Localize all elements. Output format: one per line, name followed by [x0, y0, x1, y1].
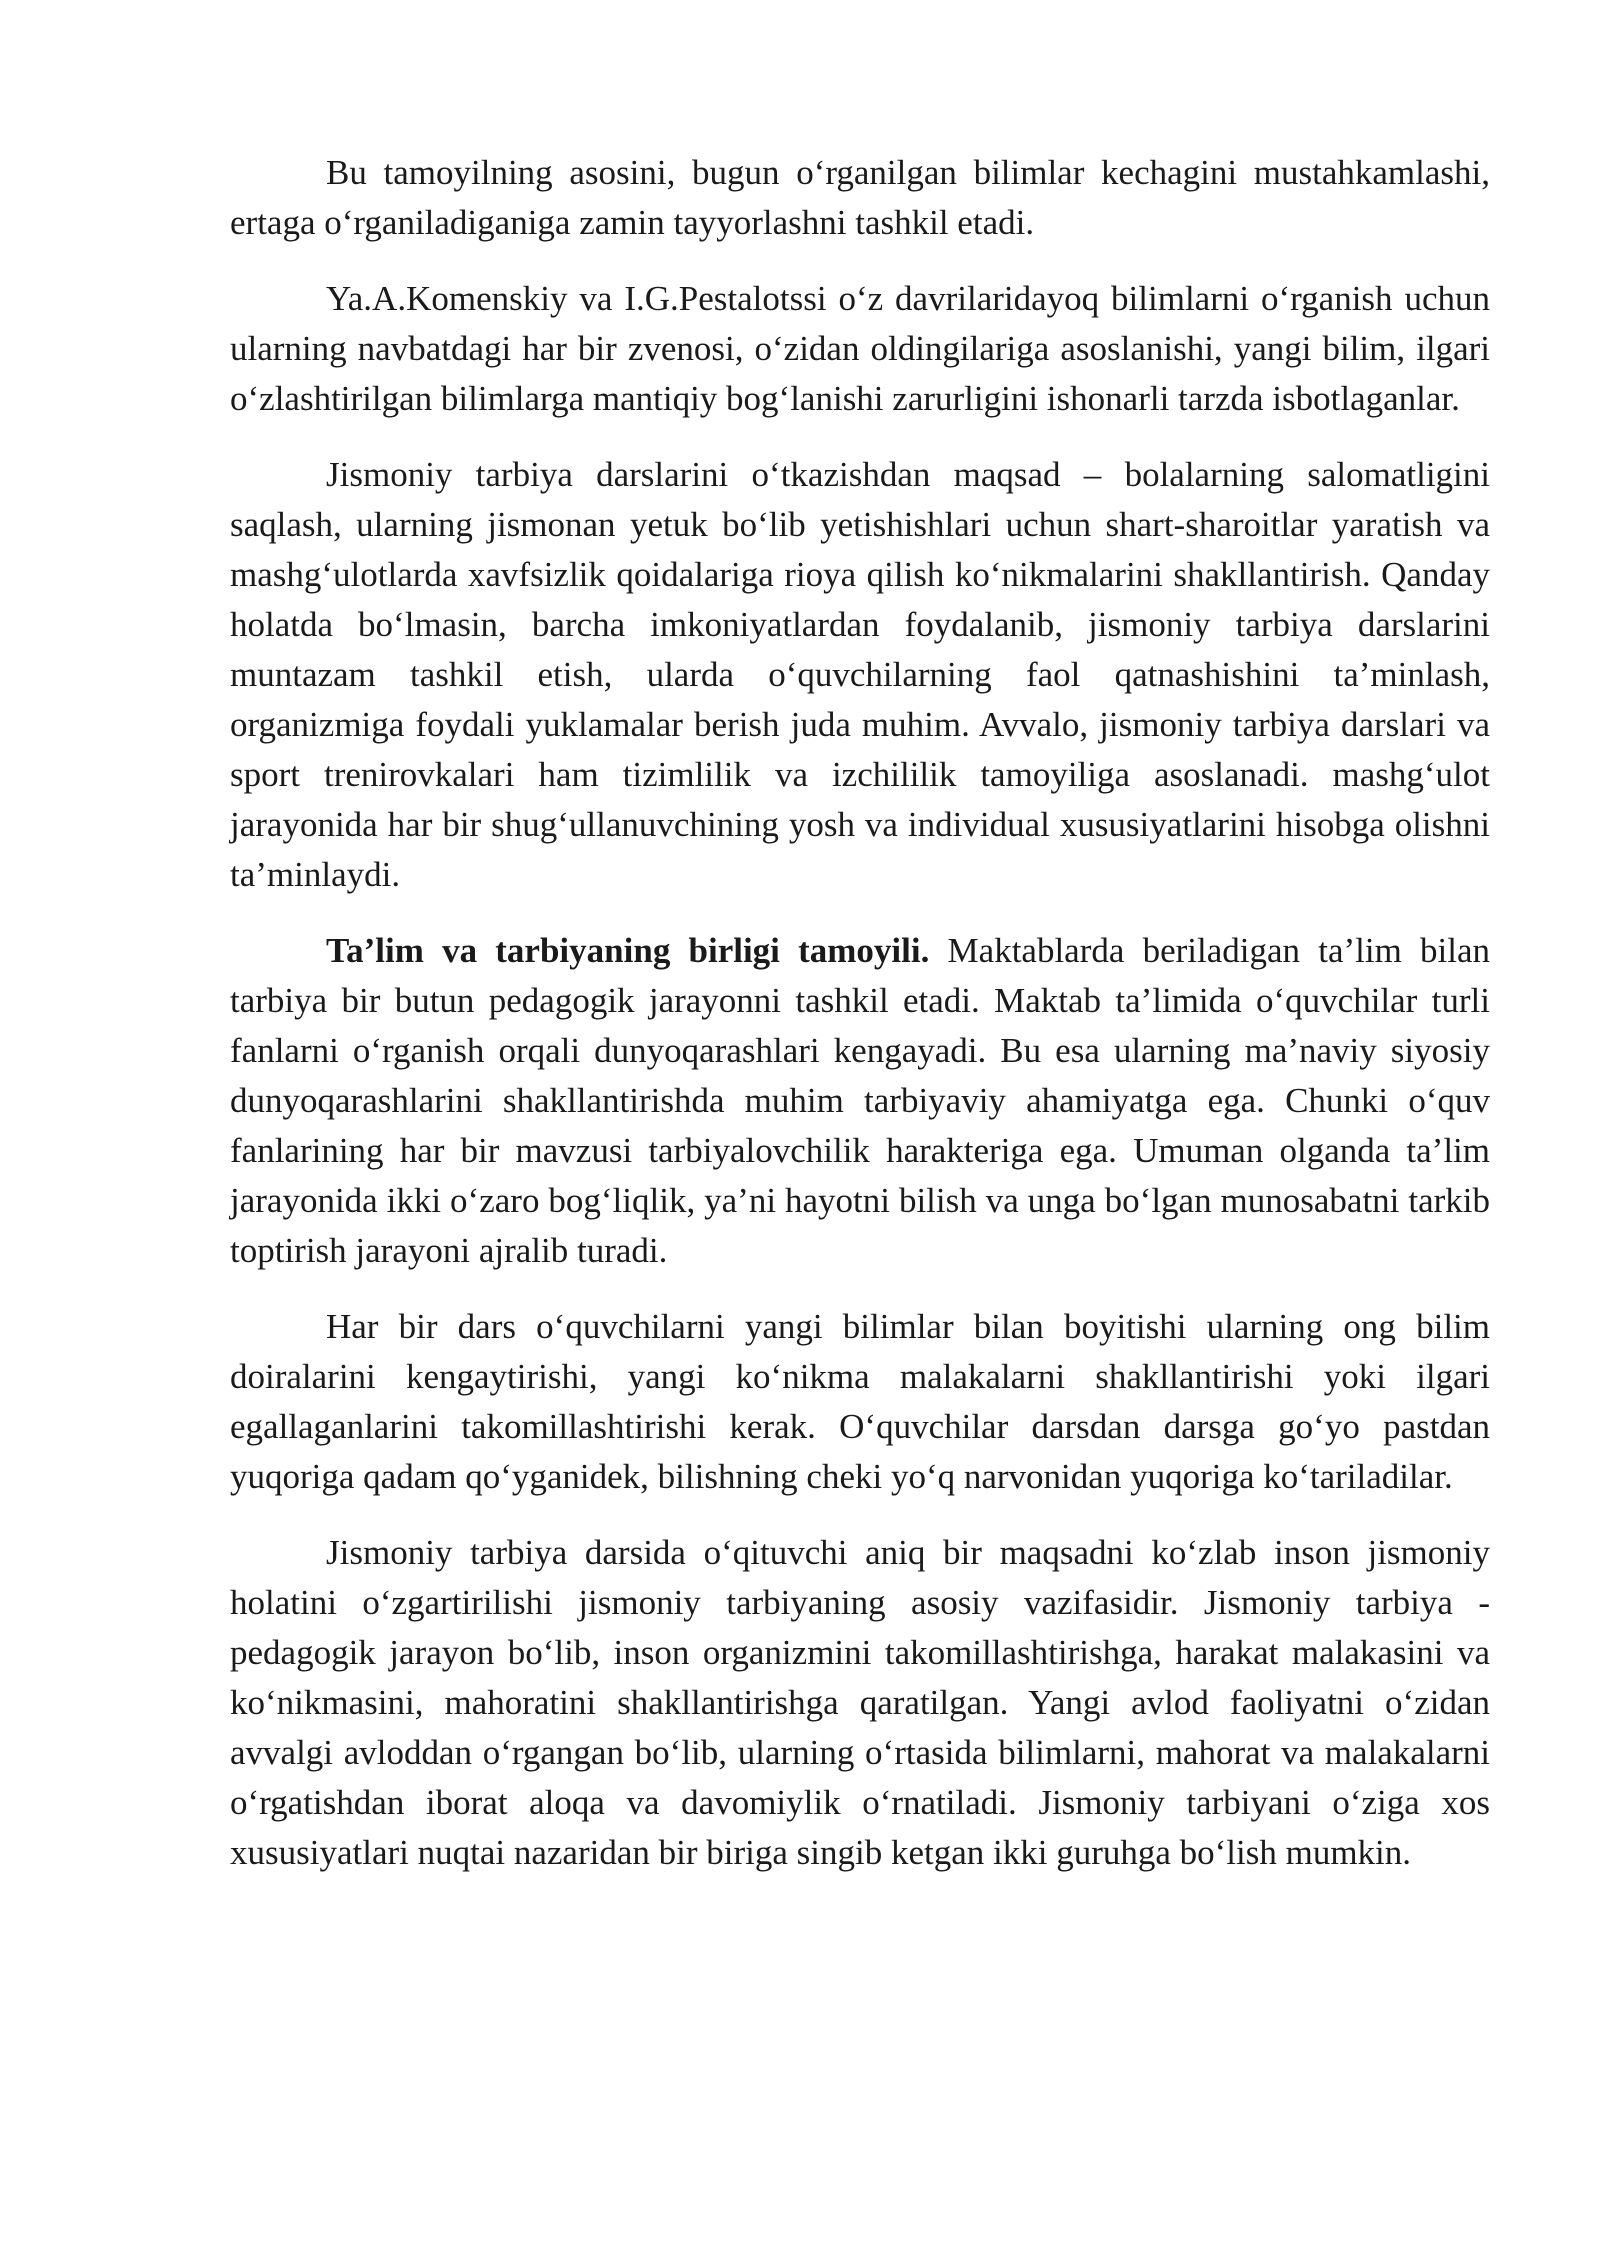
paragraph-6-text: Jismoniy tarbiya darsida o‘qituvchi aniq bir maqsadni ko‘zlab inson jismoniy holatini o‘zgartirilishi jismoniy tarbiyaning asosiy vazifasidir. Jismoniy tarbiya - pedagogik jarayon bo‘lib, inson organizmini takomillashtirishga, harakat malakasini va ko‘nikmasini, mahoratini shakllantirishga qaratilgan. Yangi avlod faoliyatni o‘zidan avvalgi avloddan o‘rgangan bo‘lib, ularning o‘rtasida bilimlarni, mahorat va malakalarni o‘rgatishdan iborat aloqa va davomiylik o‘rnatiladi. Jismoniy tarbiyani o‘ziga xos xususiyatlari nuqtai nazaridan bir biriga singib ketgan ikki guruhga bo‘lish mumkin. — [230, 1533, 1490, 1872]
paragraph-3 — [230, 450, 1490, 900]
paragraph-3-text: Jismoniy tarbiya darslarini o‘tkazishdan maqsad – bolalarning salomatligini saqlash, ularning jismonan yetuk bo‘lib yetishishlari uchun shart-sharoitlar yaratish va mashg‘ulotlarda xavfsizlik qoidalariga rioya qilish ko‘nikmalarini shakllantirish. Qanday holatda bo‘lmasin, barcha imkoniyatlardan foydalanib, jismoniy tarbiya darslarini muntazam tashkil etish, ularda o‘quvchilarning faol qatnashishini ta’minlash, organizmiga foydali yuklamalar berish juda muhim. Avvalo, jismoniy tarbiya darslari va sport trenirovkalari ham tizimlilik va izchililik tamoyiliga asoslanadi. mashg‘ulot jarayonida har bir shug‘ullanuvchining yosh va individual xususiyatlarini hisobga olishni ta’minlaydi. — [230, 455, 1490, 894]
paragraph-5 — [230, 1302, 1490, 1502]
paragraph-1 — [230, 148, 1490, 248]
paragraph-4 — [230, 926, 1490, 1276]
paragraph-4-text: Maktablarda beriladigan ta’lim bilan tarbiya bir butun pedagogik jarayonni tashkil etadi. Maktab ta’limida o‘quvchilar turli fanlarni o‘rganish orqali dunyoqarashlari kengayadi. Bu esa ularning ma’naviy siyosiy dunyoqarashlarini shakllantirishda muhim tarbiyaviy ahamiyatga ega. Chunki o‘quv fanlarining har bir mavzusi tarbiyalovchilik harakteriga ega. Umuman olganda ta’lim jarayonida ikki o‘zaro bog‘liqlik, ya’ni hayotni bilish va unga bo‘lgan munosabatni tarkib toptirish jarayoni ajralib turadi. — [230, 931, 1490, 1270]
paragraph-2-text: Ya.A.Komenskiy va I.G.Pestalotssi o‘z davrilaridayoq bilimlarni o‘rganish uchun ularning navbatdagi har bir zvenosi, o‘zidan oldingilariga asoslanishi, yangi bilim, ilgari o‘zlashtirilgan bilimlarga mantiqiy bog‘lanishi zarurligini ishonarli tarzda isbotlaganlar. — [230, 279, 1490, 418]
paragraph-6 — [230, 1528, 1490, 1878]
section-heading: Ta’lim va tarbiyaning birligi tamoyili. — [326, 931, 930, 970]
paragraph-1-text: Bu tamoyilning asosini, bugun o‘rganilgan bilimlar kechagini mustahkamlashi, ertaga o‘rganiladiganiga zamin tayyorlashni tashkil etadi. — [230, 153, 1490, 242]
paragraph-5-text: Har bir dars o‘quvchilarni yangi bilimlar bilan boyitishi ularning ong bilim doiralarini kengaytirishi, yangi ko‘nikma malakalarni shakllantirishi yoki ilgari egallaganlarini takomillashtirishi kerak. O‘quvchilar darsdan darsga go‘yo pastdan yuqoriga qadam qo‘yganidek, bilishning cheki yo‘q narvonidan yuqoriga ko‘tariladilar. — [230, 1307, 1490, 1496]
paragraph-2 — [230, 274, 1490, 424]
document-body — [230, 148, 1490, 1904]
